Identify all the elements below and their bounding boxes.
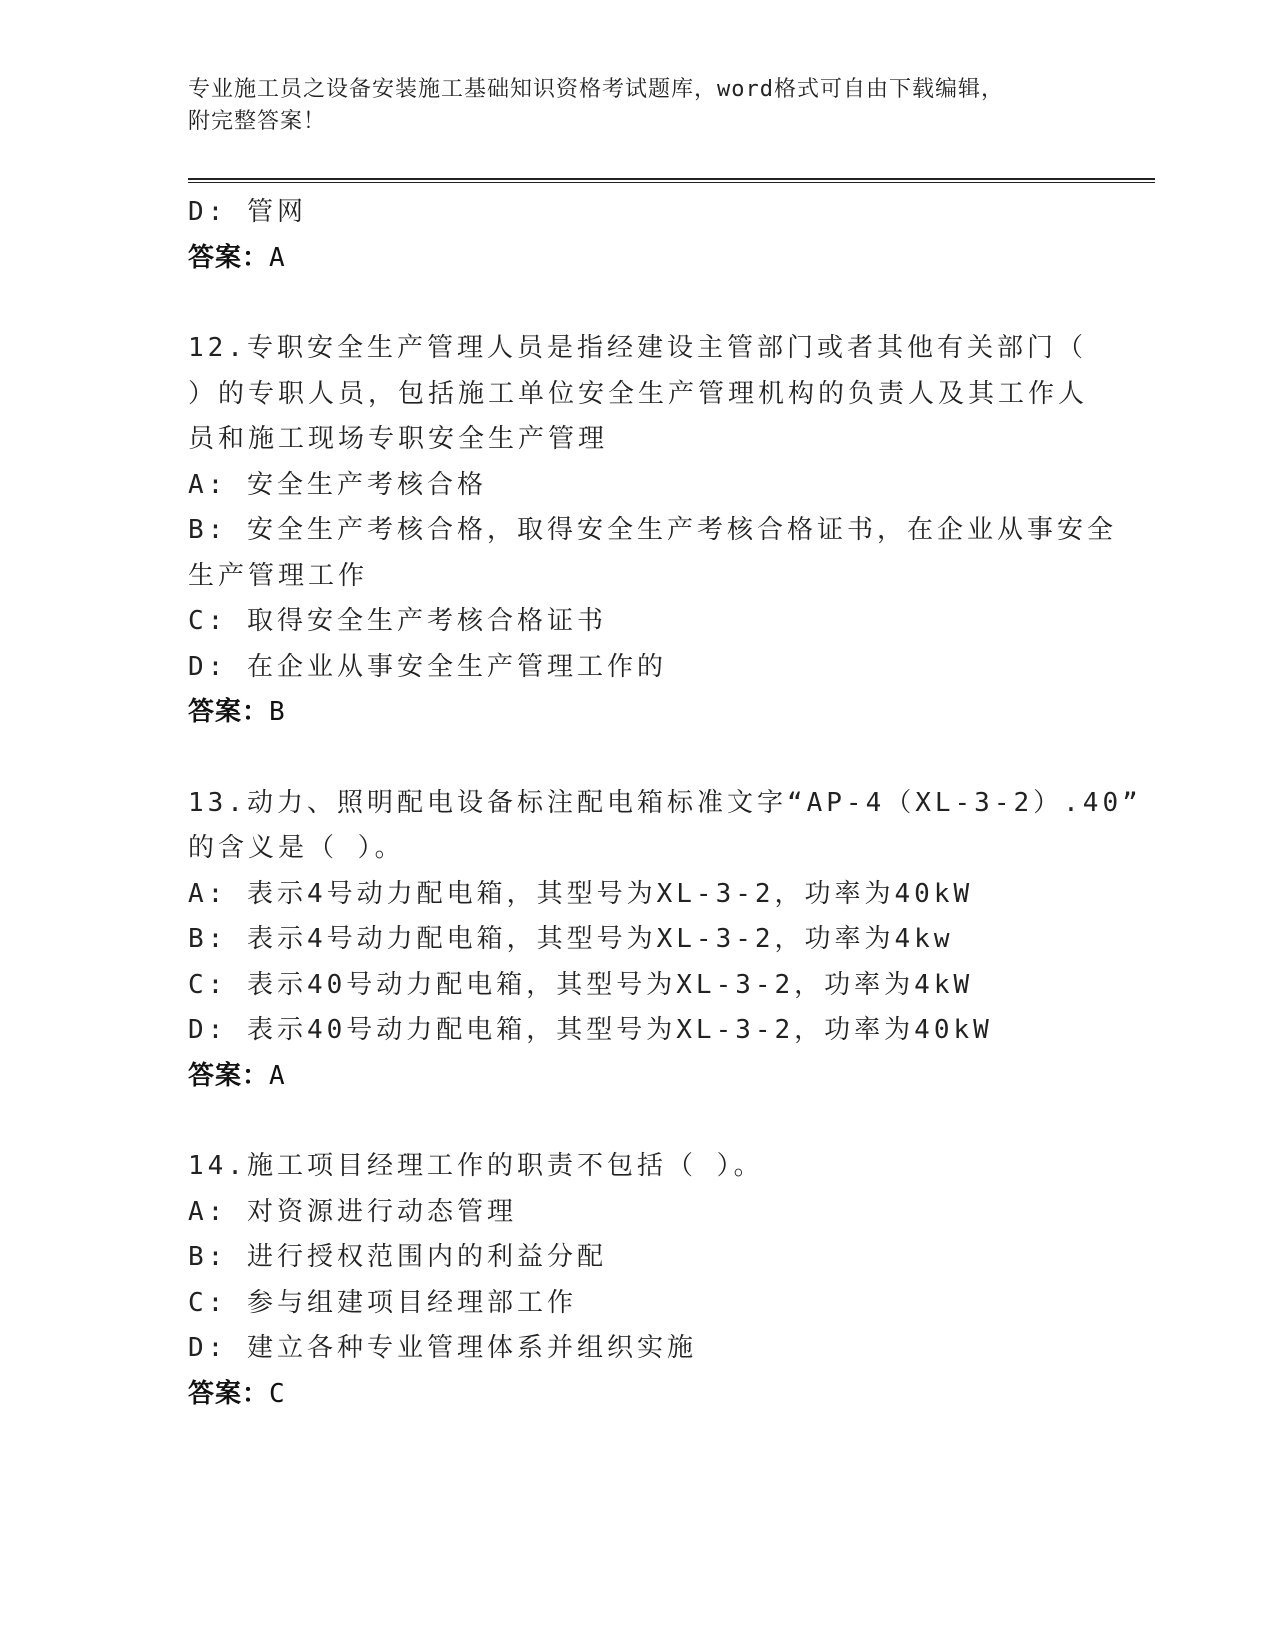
question-stem-line: 12.专职安全生产管理人员是指经建设主管部门或者其他有关部门（ xyxy=(188,333,1087,363)
option-c: C: 取得安全生产考核合格证书 xyxy=(188,606,607,636)
option-b-continued: 生产管理工作 xyxy=(188,560,369,591)
option-c: C: 参与组建项目经理部工作 xyxy=(188,1287,577,1318)
answer-value: B xyxy=(269,697,286,727)
header-line-2: 附完整答案！ xyxy=(188,109,327,134)
page-header xyxy=(188,74,1088,138)
question-stem-line: ）的专职人员，包括施工单位安全生产管理机构的负责人及其工作人 xyxy=(188,378,1089,409)
document-body xyxy=(188,190,1142,1417)
question-11-fragment xyxy=(188,190,1088,281)
answer-label: 答案： xyxy=(188,697,270,727)
option-d: D: 建立各种专业管理体系并组织实施 xyxy=(188,1333,697,1363)
option-b: B: 表示4号动力配电箱，其型号为XL-3-2，功率为4kw xyxy=(188,924,954,954)
header-line-1: 专业施工员之设备安装施工基础知识资格考试题库，word格式可自由下载编辑， xyxy=(188,77,1004,102)
option-b: B: 安全生产考核合格，取得安全生产考核合格证书，在企业从事安全 xyxy=(188,515,1117,545)
question-14 xyxy=(188,1144,1088,1417)
question-13 xyxy=(188,781,1142,1100)
option-a: A: 对资源进行动态管理 xyxy=(188,1196,517,1227)
option-a: A: 表示4号动力配电箱，其型号为XL-3-2，功率为40kW xyxy=(188,878,974,909)
question-stem-line: 的含义是（ ）。 xyxy=(188,833,405,863)
question-stem-line: 14.施工项目经理工作的职责不包括（ ）。 xyxy=(188,1151,764,1181)
spacer xyxy=(188,736,1088,781)
question-12 xyxy=(188,326,1117,736)
header-divider xyxy=(188,178,1155,183)
answer-value: A xyxy=(269,1060,286,1091)
answer-value: A xyxy=(269,242,286,273)
answer-line xyxy=(188,236,1088,282)
answer-label: 答案： xyxy=(188,242,270,273)
question-stem-line: 员和施工现场专职安全生产管理 xyxy=(188,424,609,454)
answer-line xyxy=(188,1372,1088,1418)
question-stem-line: 13.动力、照明配电设备标注配电箱标准文字“AP-4（XL-3-2）.40” xyxy=(188,787,1142,818)
answer-value: C xyxy=(269,1378,286,1409)
answer-line xyxy=(188,1054,1088,1100)
option-a: A: 安全生产考核合格 xyxy=(188,469,487,500)
answer-line xyxy=(188,690,1088,736)
answer-label: 答案： xyxy=(188,1060,270,1091)
option-d: D: 在企业从事安全生产管理工作的 xyxy=(188,651,667,682)
answer-label: 答案： xyxy=(188,1378,270,1409)
option-b: B: 进行授权范围内的利益分配 xyxy=(188,1242,607,1272)
spacer xyxy=(188,281,1088,326)
option-c: C: 表示40号动力配电箱，其型号为XL-3-2，功率为4kW xyxy=(188,969,974,1000)
option-d: D: 管网 xyxy=(188,197,307,227)
option-d: D: 表示40号动力配电箱，其型号为XL-3-2，功率为40kW xyxy=(188,1015,993,1045)
spacer xyxy=(188,1099,1088,1144)
